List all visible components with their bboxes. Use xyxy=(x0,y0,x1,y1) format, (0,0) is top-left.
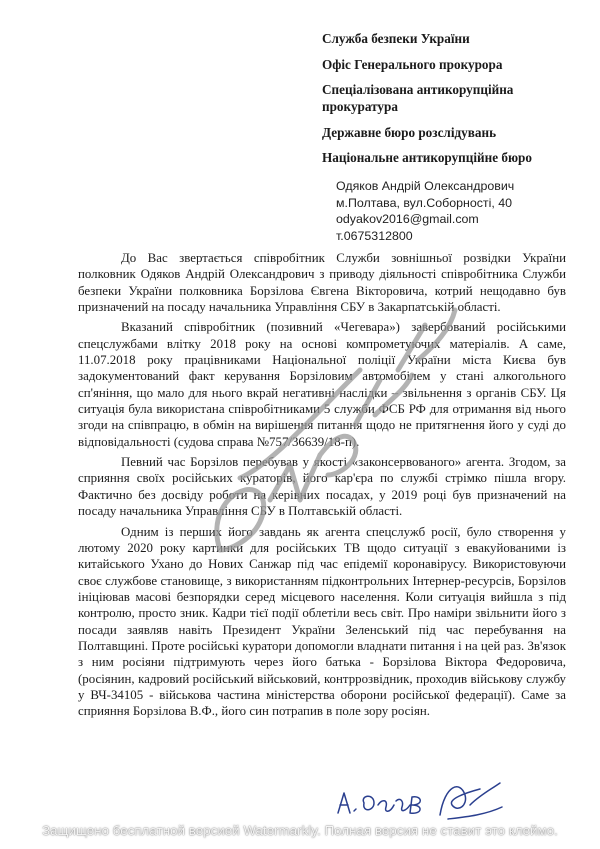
sender-phone: т.0675312800 xyxy=(336,228,413,243)
addressee-block xyxy=(322,30,572,175)
sender-block xyxy=(336,178,576,244)
paragraph-tasks: Одним із перших його завдань як агента спецслужб росії, було створення у лютому 2020 року картинки для російських ТВ щодо ситуації з евакуйованими із китайського Ухано до Нових Санжар під час епідемії коронавірусу. Використовуючи своє службове становище, з використанням підконтрольних Інтернер-ресурсів, Борзілов ініціював масові безпорядки серед місцевого населення. Коли ситуація вийшла з під контролю, просто зник. Кадри тієї події облетіли весь світ. Про наміри звільнити його з посади заявляв навіть Президент України Зеленський під час перебування на Полтавщині. Проте російські куратори допомогли владнати питання і на цей раз. Зв'язок з ним росіяни підтримують через його батька - Борзілова Віктора Федоровича, (росіянин, кадровий російський військовий, контррозвідник, проходив військову службу у ВЧ-34105 - військова частина міністерства оборони російської федерації). Саме за сприяння Борзілова В.Ф., його син потрапив в поле зору росіян. xyxy=(78,524,566,719)
signature-icon xyxy=(330,775,530,830)
sender-address: м.Полтава, вул.Соборності, 40 xyxy=(336,195,513,210)
footer-watermark: Защищено бесплатной версией Watermarkly. Полная версия не ставит это клеймо. xyxy=(42,823,558,838)
paragraph-intro: До Вас звертається співробітник Служби зовнішньої розвідки України полковник Одяков Андрій Олександрович з приводу діяльності співробітника Служби безпеки України полковника Борзілова Євгена Вікторовича, котрий нещодавно був призначений на посаду начальника Управління СБУ в Закарпатській області. xyxy=(78,251,566,315)
addressee-sbu: Служба безпеки України xyxy=(322,31,470,46)
addressee-prosecutor-general: Офіс Генерального прокурора xyxy=(322,56,503,72)
addressee-dbr: Державне бюро розслідувань xyxy=(322,124,497,140)
paragraph-career: Певний час Борзілов перебував у якості «законсервованого» агента. Згодом, за сприяння своїх російських кураторів, його кар'єра по службі стрімко пішла вгору. Фактично без досвіду роботи на керівних посадах, у 2019 році був призначений на посаду начальника Управління СБУ в Полтавській області. xyxy=(78,455,566,519)
paragraph-recruitment: Вказаний співробітник (позивний «Чегевара») завербований російськими спецслужбами влітку 2018 року на основі компрометуючих матеріалів. А саме, 11.07.2018 року працівниками Національної поліції України міста Києва був задокументований факт керування Борзіловим автомобілем у стані алкогольного сп'яніння, що мало для нього вкрай негативні наслідки – звільнення з органів СБУ. Ця ситуація була використана співробітниками 5 служби ФСБ РФ для отримання від нього згоди на співпрацю, в обмін на вирішення питання щодо не притягнення його у суді до відповідальності (судова справа №757/36639/18-п). xyxy=(78,320,566,449)
addressee-nabu: Національне антикорупційне бюро xyxy=(322,150,532,165)
sender-email: odyakov2016@gmail.com xyxy=(336,212,479,227)
addressee-anticorruption-prosecution: Спеціалізована антикорупційна прокуратура xyxy=(322,82,514,114)
sender-name: Одяков Андрій Олександрович xyxy=(336,179,515,193)
letter-body xyxy=(78,250,566,724)
